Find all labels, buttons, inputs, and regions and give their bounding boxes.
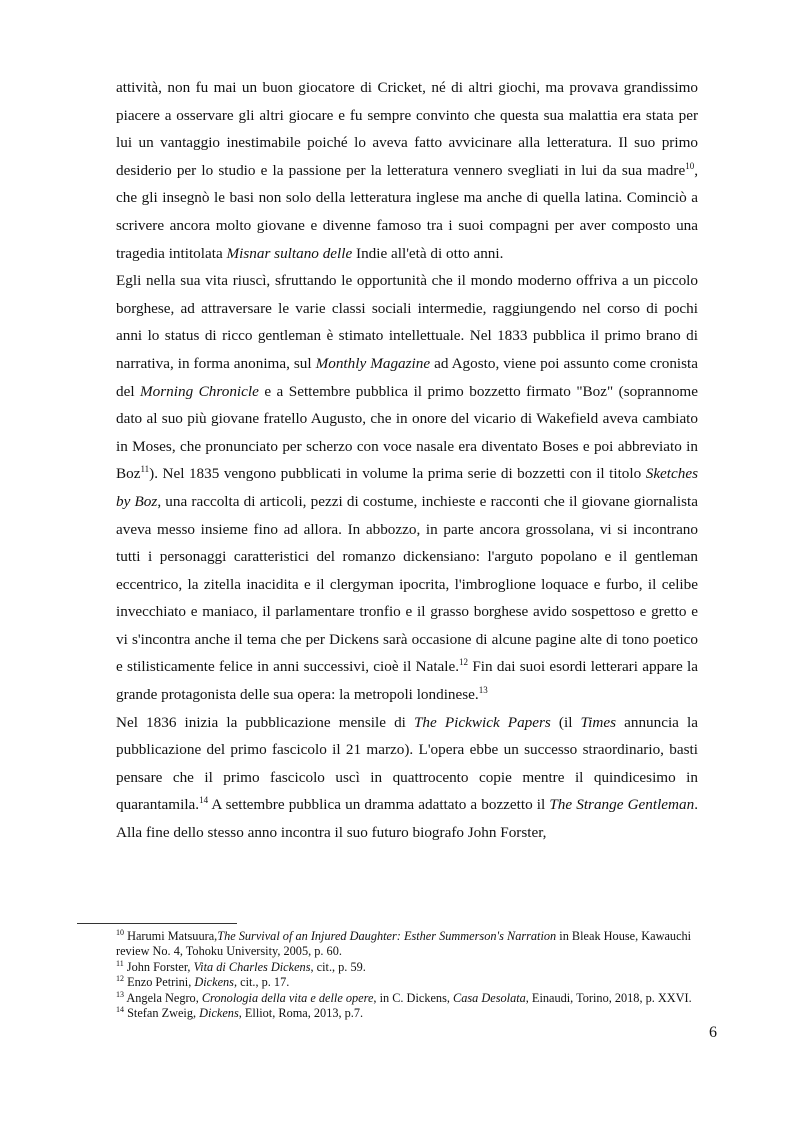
text-run: Stefan Zweig,: [124, 1006, 200, 1021]
italic-title: Casa Desolata: [453, 990, 526, 1005]
footnotes: [116, 929, 698, 1021]
text-run: cit., p. 17.: [237, 975, 290, 990]
italic-title: Misnar sultano delle: [226, 244, 353, 262]
italic-title: Dickens: [199, 1006, 239, 1021]
footnote-14: [116, 1006, 698, 1021]
text-run: Fin dai suoi esordi letterari appare la grande protagonista delle sua opera: la metropoli londinese.: [116, 658, 698, 704]
text-run: John Forster,: [123, 959, 194, 974]
text-run: , una raccolta di articoli, pezzi di costume, inchieste e racconti che il giovane giornalista aveva messo insieme fino ad allora. In abbozzo, in parte ancora grossolana, vi si incontrano tutti i personaggi caratteristici del romanzo dickensiano: l'arguto popolano e il gentleman eccentrico, la zitella inacidita e il clergyman ipocrita, l'imbroglione loquace e furbo, il celibe invecchiato e maniaco, il parlamentare tronfio e il grasso borghese avido sospettoso e gretto e vi s'incontra anche il tema che per Dickens sarà occasione di alcune pagine alte di tono poetico e stilisticamente felice in anni successivi, cioè il Natale.: [116, 492, 698, 676]
italic-title: The Strange Gentleman: [549, 796, 695, 814]
text-run: annuncia la pubblicazione del primo fascicolo il 21 marzo). L'opera ebbe un successo straordinario, basti pensare che il primo fascicolo uscì in quattrocento copie mentre il quindicesimo in quarantamila.: [116, 713, 698, 814]
text-run: Enzo Petrini,: [124, 975, 195, 990]
paragraph-2: [116, 267, 698, 709]
italic-title: The Pickwick Papers: [413, 713, 551, 731]
page-number: 6: [709, 1024, 717, 1041]
italic-title: The Survival of an Injured Daughter: Esther Summerson's Narration: [217, 929, 557, 943]
footnote-number: 11: [116, 958, 124, 968]
footnote-11: [116, 960, 698, 975]
footnote-number: 10: [116, 927, 124, 937]
text-run: ). Nel 1835 vengono pubblicati in volume la prima serie di bozzetti con il titolo: [149, 465, 646, 483]
text-run: in Bleak House, Kawauchi review No. 4, Tohoku University, 2005, p. 60.: [116, 929, 692, 959]
footnote-separator: [77, 923, 237, 924]
text-run: ad Agosto, viene poi assunto come cronista del: [116, 354, 698, 400]
italic-title: Cronologia della vita e delle opere: [201, 990, 374, 1005]
paragraph-3: [116, 709, 698, 847]
text-run: A settembre pubblica un dramma adattato a bozzetto il: [208, 796, 550, 814]
text-run: e a Settembre pubblica il primo bozzetto firmato "Boz" (soprannome dato al suo più giovane fratello Augusto, che in onore del vicario di Wakefield aveva cambiato in Moses, che pronunciato per scherzo con voce nasale era diventato Boses e poi abbreviato in Boz: [116, 382, 698, 483]
italic-title: Times: [580, 713, 616, 731]
footnote-ref-10[interactable]: 10: [685, 160, 695, 171]
text-run: Angela Negro,: [124, 990, 202, 1005]
paragraph-1: [116, 74, 698, 267]
text-run: , Elliot, Roma, 2013, p.7.: [238, 1006, 364, 1021]
footnote-ref-12[interactable]: 12: [459, 657, 469, 668]
main-text: [116, 74, 698, 847]
italic-title: Dickens,: [194, 975, 238, 990]
italic-title: Sketches by Boz: [116, 465, 698, 510]
text-run: (il: [550, 713, 581, 731]
italic-title: Morning Chronicle: [140, 382, 259, 400]
text-run: , che gli insegnò le basi non solo della letteratura inglese ma anche di quella latina. Cominciò a scrivere ancora molto giovane e divenne famoso tra i suoi compagni per aver composto una tragedia intitolata: [116, 161, 698, 262]
text-run: , in C. Dickens,: [373, 990, 454, 1005]
text-run: , Einaudi, Torino, 2018, p. XXVI.: [525, 990, 692, 1005]
italic-title: Vita di Charles Dickens: [193, 959, 311, 974]
footnote-ref-11[interactable]: 11: [140, 464, 150, 475]
text-run: Indie all'età di otto anni.: [352, 244, 504, 262]
italic-title: Monthly Magazine: [315, 354, 431, 372]
text-run: , cit., p. 59.: [310, 959, 366, 974]
footnote-10: [116, 929, 698, 960]
text-run: Nel 1836 inizia la pubblicazione mensile di: [116, 713, 414, 731]
footnote-ref-14[interactable]: 14: [199, 795, 209, 806]
footnote-12: [116, 975, 698, 990]
footnote-13: [116, 991, 698, 1006]
text-run: . Alla fine dello stesso anno incontra il suo futuro biografo John Forster,: [116, 796, 699, 842]
footnote-number: 13: [116, 989, 124, 999]
footnote-ref-13[interactable]: 13: [478, 685, 488, 695]
text-run: Egli nella sua vita riuscì, sfruttando le opportunità che il mondo moderno offriva a un piccolo borghese, ad attraversare le varie classi sociali intermedie, raggiungendo nel corso di pochi anni lo status di ricco gentleman è stimato intellettuale. Nel 1833 pubblica il primo brano di narrativa, in forma anonima, sul: [116, 272, 698, 372]
footnote-number: 12: [116, 974, 124, 984]
text-run: Harumi Matsuura,: [124, 929, 218, 943]
text-run: attività, non fu mai un buon giocatore di Cricket, né di altri giochi, ma provava grandissimo piacere a osservare gli altri giocare e fu sempre convinto che questa sua malattia era stata per lui un vantaggio inestimabile poiché lo aveva fatto avvicinare alla letteratura. Il suo primo desiderio per lo studio e la passione per la letteratura vennero svegliati in lui da sua madre: [116, 79, 698, 179]
footnote-number: 14: [116, 1004, 124, 1014]
